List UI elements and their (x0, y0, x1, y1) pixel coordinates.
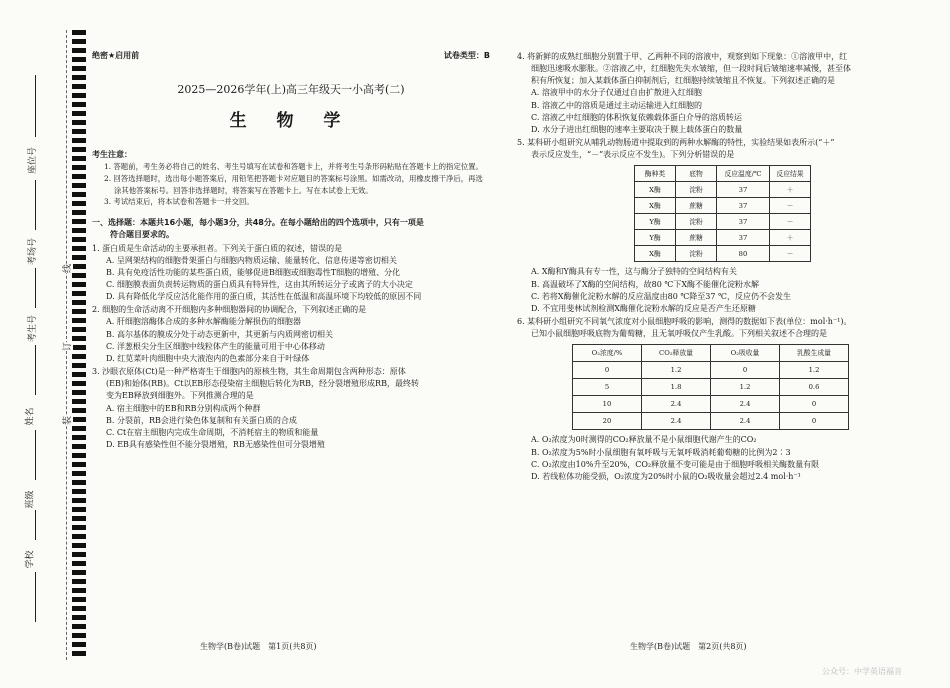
write-line (35, 572, 36, 622)
table-row (573, 396, 849, 413)
option-b: B. 高温破坏了X酶的空间结构，故80 ℃下X酶不能催化淀粉水解 (531, 279, 760, 289)
table-header-cell: O₂浓度/% (573, 345, 642, 362)
question-3 (92, 366, 490, 451)
confidential-mark: 绝密★启用前 (92, 51, 140, 60)
respiration-table (572, 344, 849, 430)
table-header-cell: 底物 (676, 166, 717, 182)
question-stem-cont: 表示反应发生，“－”表示反应不发生)。下列分析错误的是 (531, 150, 735, 160)
section-heading-cont: 符合题目要求的。 (110, 230, 174, 240)
table-cell: X酶 (635, 182, 676, 198)
option-c: C. 洋葱根尖分生区细胞中线粒体产生的能量可用于中心体移动 (106, 341, 325, 351)
table-cell: 0.6 (780, 379, 849, 396)
notice-item: 3. 考试结束后，将本试卷和答题卡一并交回。 (104, 197, 254, 207)
question-stem-cont: 已知小鼠细胞呼吸底物为葡萄糖，且无氧呼吸仅产生乳酸。下列相关叙述不合理的是 (531, 329, 827, 339)
table-cell: X酶 (635, 198, 676, 214)
option-a: A. X酶和Y酶具有专一性，这与酶分子独特的空间结构有关 (531, 267, 737, 277)
option-c: C. 若将X酶催化淀粉水解的反应温度由80 ℃降至37 ℃，反应仍不会发生 (531, 291, 791, 301)
option-c: C. 细胞膜表面负责转运物质的蛋白质具有特异性，这由其所转运分子或离子的大小决定 (106, 280, 413, 290)
option-b: B. 高尔基体的膜成分处于动态更新中，其更新与内质网密切相关 (106, 329, 333, 339)
enzyme-table (634, 165, 811, 262)
page-1 (92, 50, 490, 451)
write-line (35, 180, 36, 230)
binding-label-school: 学校 (25, 550, 36, 569)
option-b: B. O₂浓度为5%时小鼠细胞有氧呼吸与无氧呼吸消耗葡萄糖的比例为2∶3 (531, 447, 791, 457)
table-cell: 淀粉 (676, 182, 717, 198)
cut-mark: 线 (60, 264, 73, 273)
write-line (35, 430, 36, 480)
table-cell: 37 (717, 182, 770, 198)
question-stem-cont: 变为EB释放到细胞外。下列推测合理的是 (106, 391, 254, 401)
table-cell: 淀粉 (676, 246, 717, 262)
option-b: B. 分裂前，RB会进行染色体复制和有关蛋白质的合成 (106, 415, 297, 425)
question-stem: 5. 某科研小组研究从哺乳动物肠道中提取到的两种水解酶的特性，实验结果如表所示(“＋” (517, 138, 835, 148)
table-header-row (573, 345, 849, 362)
cut-mark: 订 (60, 342, 73, 351)
binding-label-class: 班级 (25, 490, 36, 509)
table-row (573, 379, 849, 396)
table-cell: － (770, 214, 811, 230)
table-cell: 蔗糖 (676, 198, 717, 214)
table-cell: 2.4 (711, 396, 780, 413)
option-c: C. O₂浓度由10%升至20%，CO₂释放量不变可能是由于细胞呼吸相关酶数量有限 (531, 459, 820, 469)
table-cell: ＋ (770, 182, 811, 198)
table-cell: 1.8 (642, 379, 711, 396)
binding-label-examinee-no: 考生号 (28, 314, 39, 343)
table-cell: 2.4 (711, 413, 780, 430)
question-stem-cont: 细胞迅速吸水膨胀。②溶液乙中，红细胞先失水皱缩，但一段时间后皱缩速率减慢，甚至体 (531, 64, 851, 74)
table-cell: 0 (780, 413, 849, 430)
write-line (35, 345, 36, 395)
watermark: 公众号：中学英语福音 (822, 667, 902, 676)
binding-label-seat: 座位号 (28, 146, 39, 175)
question-6 (517, 316, 917, 483)
table-cell: － (770, 246, 811, 262)
page-2-footer: 生物学(B卷)试题 第2页(共8页) (630, 642, 747, 651)
question-4 (517, 51, 917, 136)
table-cell: 37 (717, 230, 770, 246)
option-a: A. 呈网架结构的细胞骨架蛋白与细胞内物质运输、能量转化、信息传递等密切相关 (106, 255, 397, 265)
option-d: D. 水分子进出红细胞的速率主要取决于膜上载体蛋白的数量 (531, 124, 743, 134)
question-stem: 4. 将新鲜的成熟红细胞分别置于甲、乙两种不同的溶液中，观察到如下现象：①溶液甲中，红 (517, 52, 848, 61)
option-a: A. 肝细胞溶酶体合成的多种水解酶能分解损伤的细胞器 (106, 317, 301, 327)
option-c: C. 溶液乙中红细胞的体积恢复依赖载体蛋白介导的溶质转运 (531, 112, 742, 122)
table-cell: Y酶 (635, 230, 676, 246)
option-d: D. 具有降低化学反应活化能作用的蛋白质，其活性在低温和高温环境下均较低的原因不同 (106, 292, 422, 302)
table-cell: 2.4 (642, 413, 711, 430)
option-a: A. O₂浓度为0时测得的CO₂释放量不是小鼠细胞代谢产生的CO₂ (531, 435, 757, 445)
table-cell: 37 (717, 198, 770, 214)
black-bar-pattern (72, 30, 86, 660)
table-cell: Y酶 (635, 214, 676, 230)
question-1 (92, 243, 490, 304)
table-cell: ＋ (770, 230, 811, 246)
page-2 (517, 50, 917, 483)
question-stem-cont: 积有所恢复；加入某载体蛋白抑制剂后，红细胞持续皱缩且不恢复。下列叙述正确的是 (531, 76, 835, 86)
table-cell: 0 (711, 362, 780, 379)
question-stem: 6. 某科研小组研究不同氧气浓度对小鼠细胞呼吸的影响，测得的数据如下表(单位：mol·h⁻¹)。 (517, 317, 852, 327)
option-b: B. 溶液乙中的溶质是通过主动运输进入红细胞的 (531, 100, 702, 110)
page-1-footer: 生物学(B卷)试题 第1页(共8页) (200, 642, 317, 651)
notice-item: 2. 回答选择题时，选出每小题答案后，用铅笔把答题卡对应题目的答案标号涂黑。如需改动，用橡皮擦干净后，再选涂其他答案标号。回答非选择题时，将答案写在答题卡上。写在本试卷上无效。 (104, 173, 483, 195)
binding-strip (0, 0, 86, 688)
question-stem: 1. 蛋白质是生命活动的主要承担者。下列关于蛋白质的叙述，错误的是 (92, 243, 343, 253)
binding-label-room: 考场号 (28, 237, 39, 266)
option-d: D. 红苋菜叶肉细胞中央大液泡内的色素部分来自于叶绿体 (106, 353, 310, 363)
table-cell: 80 (717, 246, 770, 262)
table-cell: 0 (780, 396, 849, 413)
section-heading: 一、选择题：本题共16小题，每小题3分，共48分。在每小题给出的四个选项中，只有一项是 (92, 218, 424, 228)
table-cell: 37 (717, 214, 770, 230)
notice-item: 1. 答题前，考生务必将自己的姓名、考生号填写在试卷和答题卡上，并将考生号条形码粘贴在答题卡上的指定位置。 (104, 161, 483, 171)
table-header-cell: 反应温度/℃ (717, 166, 770, 182)
option-d: D. EB具有感染性但不能分裂增殖，RB无感染性但可分裂增殖 (106, 440, 325, 450)
subject-title: 生 物 学 (229, 110, 353, 131)
table-row (635, 246, 811, 262)
table-cell: X酶 (635, 246, 676, 262)
table-row (635, 230, 811, 246)
table-header-cell: 反应结果 (770, 166, 811, 182)
table-cell: 1.2 (780, 362, 849, 379)
header-row (92, 50, 490, 62)
question-2 (92, 304, 490, 365)
paper-type: 试卷类型：B (443, 51, 490, 60)
notice-title: 考生注意： (92, 149, 132, 159)
write-line (35, 268, 36, 308)
table-cell: － (770, 198, 811, 214)
write-line (35, 510, 36, 540)
table-header-cell: 酶种类 (635, 166, 676, 182)
table-cell: 淀粉 (676, 214, 717, 230)
table-row (573, 413, 849, 430)
table-cell: 2.4 (642, 396, 711, 413)
table-cell: 20 (573, 413, 642, 430)
table-cell: 1.2 (642, 362, 711, 379)
cut-mark: 装 (60, 416, 73, 425)
table-header-cell: 乳酸生成量 (780, 345, 849, 362)
option-d: D. 若线粒体功能受损，O₂浓度为20%时小鼠的O₂吸收量会超过2.4 mol·h⁻¹ (531, 471, 801, 481)
option-a: A. 宿主细胞中的EB和RB分别构成两个种群 (106, 403, 261, 413)
question-stem-cont: (EB)和始体(RB)。Ct以EB形态侵染宿主细胞后转化为RB，经分裂增殖形成RB，最终转 (106, 379, 419, 389)
table-cell: 1.2 (711, 379, 780, 396)
option-b: B. 具有免疫活性功能的某些蛋白质，能够促进B细胞或细胞毒性T细胞的增殖、分化 (106, 267, 401, 277)
write-line (35, 75, 36, 137)
binding-label-name: 姓名 (25, 407, 36, 426)
exam-title: 2025—2026学年(上)高三年级天一小高考(二) (177, 83, 405, 97)
table-row (635, 198, 811, 214)
option-a: A. 溶液甲中的水分子仅通过自由扩散进入红细胞 (531, 88, 702, 98)
table-row (635, 214, 811, 230)
option-c: C. Ct在宿主细胞内完成生命周期，不消耗宿主的物质和能量 (106, 427, 319, 437)
option-d: D. 不宜用斐林试剂检测X酶催化淀粉水解的反应是否产生还原糖 (531, 303, 756, 313)
table-header-cell: CO₂释放量 (642, 345, 711, 362)
table-cell: 10 (573, 396, 642, 413)
question-5 (517, 137, 917, 315)
table-row (635, 182, 811, 198)
question-stem: 3. 沙眼衣原体(Ct)是一种严格寄生于细胞内的原核生物，其生命周期包含两种形态：原体 (92, 367, 406, 377)
table-cell: 0 (573, 362, 642, 379)
table-row (573, 362, 849, 379)
question-stem: 2. 细胞的生命活动离不开细胞内多种细胞器间的协调配合，下列叙述正确的是 (92, 305, 367, 315)
table-header-cell: O₂吸收量 (711, 345, 780, 362)
table-cell: 蔗糖 (676, 230, 717, 246)
table-header-row (635, 166, 811, 182)
table-cell: 5 (573, 379, 642, 396)
